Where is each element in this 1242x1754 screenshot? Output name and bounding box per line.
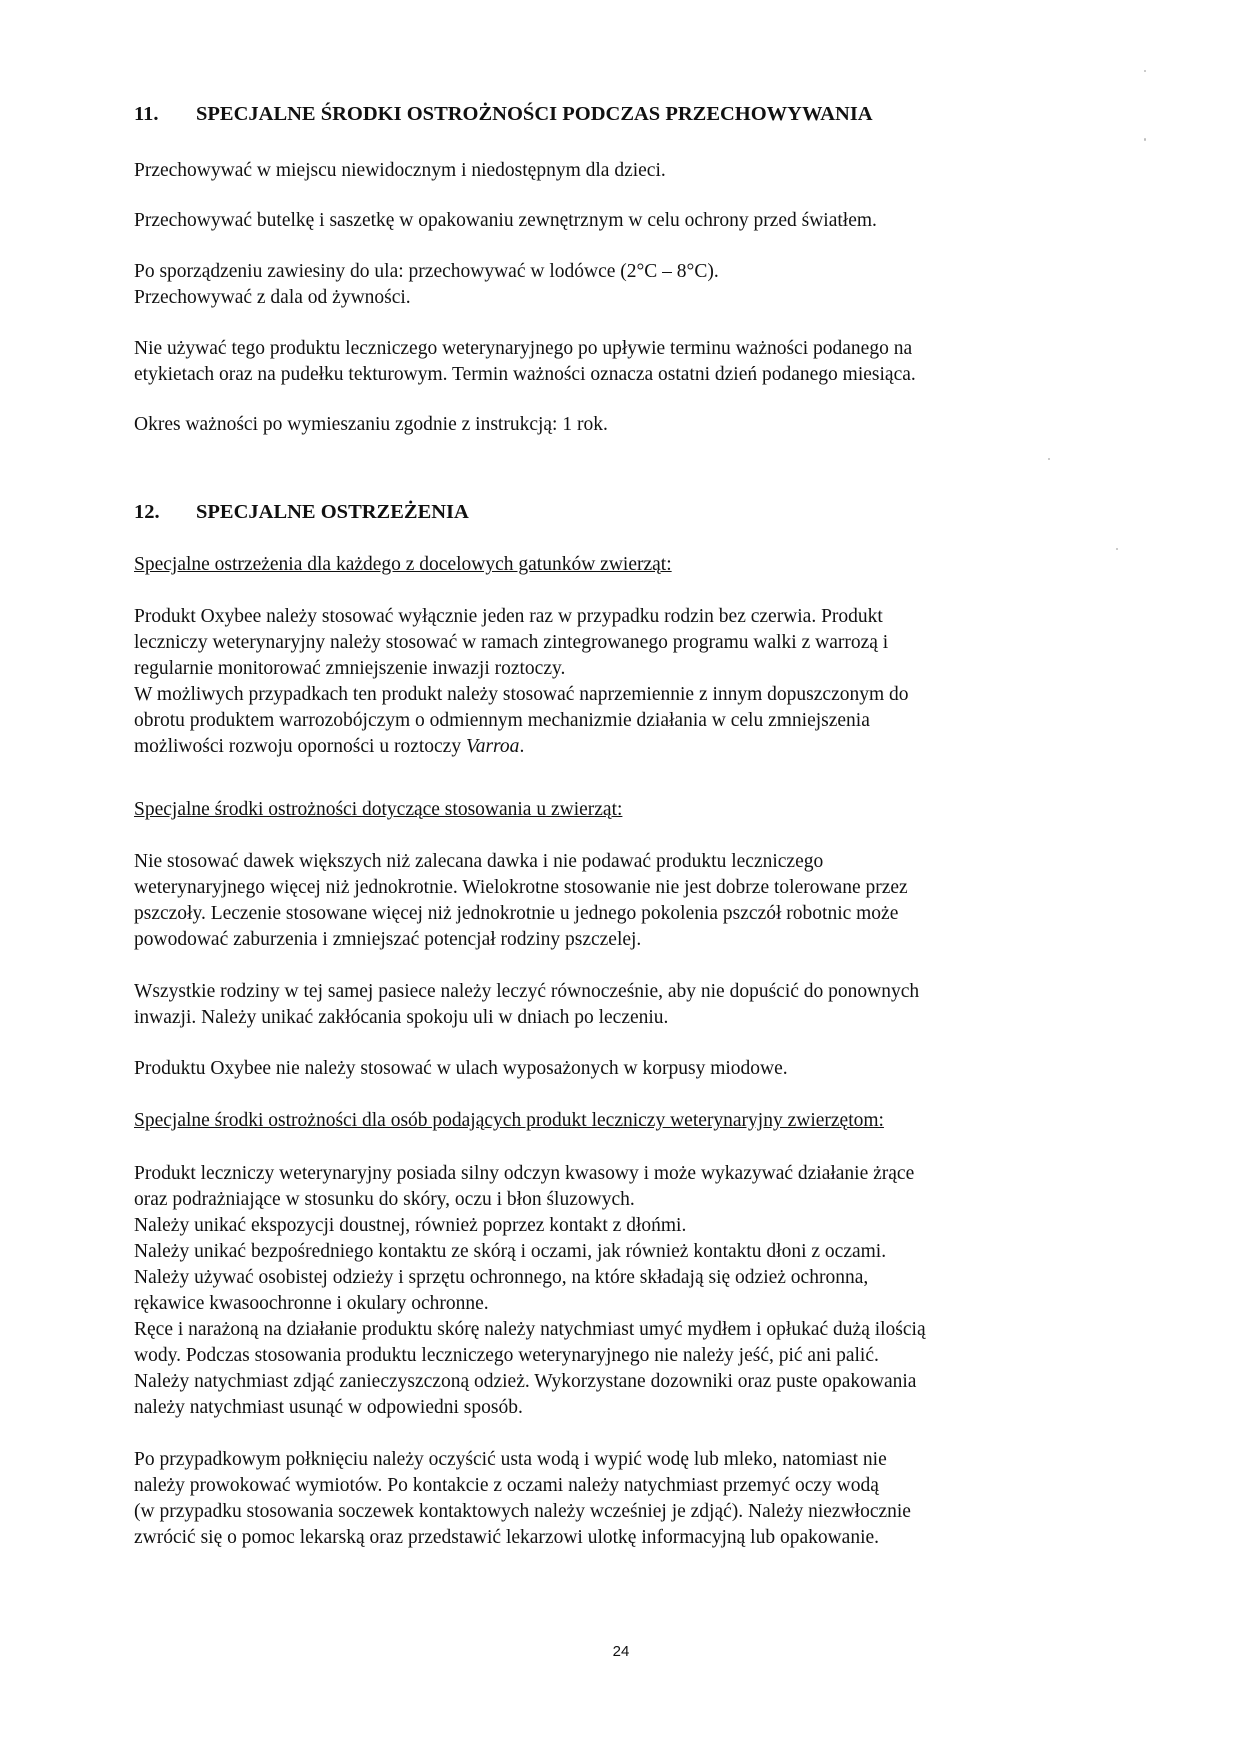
text-line: Ręce i narażoną na działanie produktu skórę należy natychmiast umyć mydłem i opłukać dużą ilością xyxy=(134,1319,926,1340)
text-line: Należy unikać bezpośredniego kontaktu ze skórą i oczami, jak również kontaktu dłoni z oczami. xyxy=(134,1241,887,1262)
text-line: obrotu produktem warrozobójczym o odmiennym mechanizmie działania w celu zmniejszenia xyxy=(134,710,870,731)
text-line: Należy używać osobistej odzieży i sprzętu ochronnego, na które składają się odzież ochronna, xyxy=(134,1267,869,1288)
scan-speck xyxy=(1144,70,1146,72)
text-line: Wszystkie rodziny w tej samej pasiece należy leczyć równocześnie, aby nie dopuścić do ponownych xyxy=(134,981,920,1002)
text-line: Specjalne środki ostrożności dotyczące stosowania u zwierząt: xyxy=(134,799,623,820)
paragraph xyxy=(134,604,1094,760)
section-12-heading xyxy=(134,499,1094,525)
section-number: 11. xyxy=(134,103,159,125)
scan-speck xyxy=(1144,138,1146,141)
text-line: regularnie monitorować zmniejszenie inwazji roztoczy. xyxy=(134,658,566,679)
text-line: powodować zaburzenia i zmniejszać potencjał rodziny pszczelej. xyxy=(134,929,642,950)
text-line: Nie stosować dawek większych niż zalecana dawka i nie podawać produktu leczniczego xyxy=(134,851,824,872)
text-line: Nie używać tego produktu leczniczego weterynaryjnego po upływie terminu ważności podanego na xyxy=(134,338,913,359)
text-line: wody. Podczas stosowania produktu leczniczego weterynaryjnego nie należy jeść, pić ani palić. xyxy=(134,1345,879,1366)
species-name: Varroa xyxy=(465,736,520,757)
text-line: Specjalne ostrzeżenia dla każdego z docelowych gatunków zwierząt: xyxy=(134,554,672,575)
text-line: leczniczy weterynaryjny należy stosować w ramach zintegrowanego programu walki z warrozą i xyxy=(134,632,889,653)
text-line: oraz podrażniające w stosunku do skóry, oczu i błon śluzowych. xyxy=(134,1189,635,1210)
text-line: Produkt Oxybee należy stosować wyłącznie jeden raz w przypadku rodzin bez czerwia. Produkt xyxy=(134,606,883,627)
text-line: Specjalne środki ostrożności dla osób podających produkt leczniczy weterynaryjny zwierzętom: xyxy=(134,1110,884,1131)
paragraph xyxy=(134,336,1094,388)
subheading xyxy=(134,552,1094,578)
text-line: (w przypadku stosowania soczewek kontaktowych należy wcześniej je zdjąć). Należy niezwłocznie xyxy=(134,1501,911,1522)
section-number: 12. xyxy=(134,501,160,523)
section-title: SPECJALNE OSTRZEŻENIA xyxy=(196,501,469,523)
text-line: Należy natychmiast zdjąć zanieczyszczoną odzież. Wykorzystane dozowniki oraz puste opakowania xyxy=(134,1371,917,1392)
text-line xyxy=(134,734,1094,760)
text-line: inwazji. Należy unikać zakłócania spokoju uli w dniach po leczeniu. xyxy=(134,1007,669,1028)
text-line: Należy unikać ekspozycji doustnej, również poprzez kontakt z dłońmi. xyxy=(134,1215,687,1236)
paragraph xyxy=(134,208,1094,234)
text-fragment: . xyxy=(519,736,525,757)
page-number: 24 xyxy=(612,1643,630,1660)
paragraph xyxy=(134,1056,1094,1082)
text-line: Przechowywać butelkę i saszetkę w opakowaniu zewnętrznym w celu ochrony przed światłem. xyxy=(134,210,877,231)
text-fragment: możliwości rozwoju oporności u roztoczy xyxy=(134,736,466,757)
subheading xyxy=(134,797,1094,823)
text-line: Produktu Oxybee nie należy stosować w ulach wyposażonych w korpusy miodowe. xyxy=(134,1058,788,1079)
section-title: SPECJALNE ŚRODKI OSTROŻNOŚCI PODCZAS PRZECHOWYWANIA xyxy=(196,103,873,125)
subheading xyxy=(134,1108,1094,1134)
scan-speck xyxy=(1116,548,1118,550)
text-line: należy prowokować wymiotów. Po kontakcie z oczami należy natychmiast przemyć oczy wodą xyxy=(134,1475,879,1496)
paragraph xyxy=(134,1161,1094,1421)
paragraph xyxy=(134,412,1094,438)
text-line: pszczoły. Leczenie stosowane więcej niż jednokrotnie u jednego pokolenia pszczół robotnic może xyxy=(134,903,899,924)
text-line: Przechowywać w miejscu niewidocznym i niedostępnym dla dzieci. xyxy=(134,160,666,181)
paragraph xyxy=(134,259,1094,311)
paragraph xyxy=(134,849,1094,953)
text-line: zwrócić się o pomoc lekarską oraz przedstawić lekarzowi ulotkę informacyjną lub opakowanie. xyxy=(134,1527,880,1548)
text-line: etykietach oraz na pudełku tekturowym. Termin ważności oznacza ostatni dzień podanego miesiąca. xyxy=(134,364,916,385)
text-line: weterynaryjnego więcej niż jednokrotnie. Wielokrotne stosowanie nie jest dobrze tolerowane przez xyxy=(134,877,908,898)
text-line: W możliwych przypadkach ten produkt należy stosować naprzemiennie z innym dopuszczonym do xyxy=(134,684,909,705)
paragraph xyxy=(134,1447,1094,1551)
paragraph xyxy=(134,158,1094,184)
scan-speck xyxy=(1048,458,1050,460)
section-11-heading xyxy=(134,101,1094,127)
text-line: należy natychmiast usunąć w odpowiedni sposób. xyxy=(134,1397,523,1418)
paragraph xyxy=(134,979,1094,1031)
text-line: Okres ważności po wymieszaniu zgodnie z instrukcją: 1 rok. xyxy=(134,414,608,435)
text-line: rękawice kwasoochronne i okulary ochronne. xyxy=(134,1293,489,1314)
text-line: Po przypadkowym połknięciu należy oczyścić usta wodą i wypić wodę lub mleko, natomiast nie xyxy=(134,1449,887,1470)
text-line: Przechowywać z dala od żywności. xyxy=(134,287,411,308)
text-line: Po sporządzeniu zawiesiny do ula: przechowywać w lodówce (2°C – 8°C). xyxy=(134,261,719,282)
text-line: Produkt leczniczy weterynaryjny posiada silny odczyn kwasowy i może wykazywać działanie żrące xyxy=(134,1163,915,1184)
